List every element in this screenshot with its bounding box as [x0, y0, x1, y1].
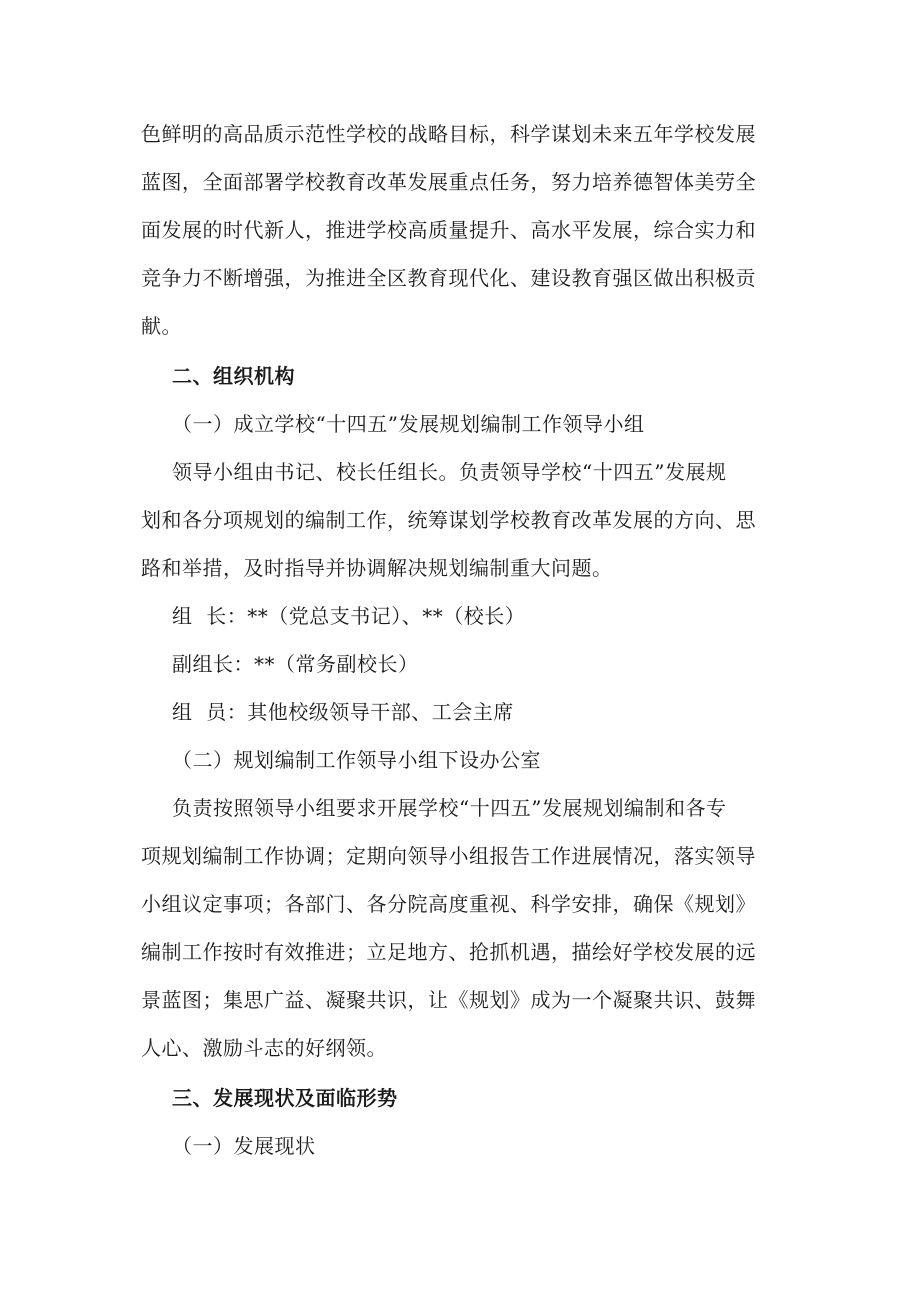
paragraph-line: 面发展的时代新人，推进学校高质量提升、高水平发展，综合实力和: [141, 218, 756, 242]
paragraph-line: 蓝图，全面部署学校教育改革发展重点任务，努力培养德智体美劳全: [141, 170, 756, 194]
paragraph-line: 小组议定事项；各部门、各分院高度重视、科学安排，确保《规划》: [141, 892, 756, 916]
section-heading: 二、组织机构: [172, 364, 295, 388]
paragraph-line: 路和举措，及时指导并协调解决规划编制重大问题。: [141, 556, 613, 580]
paragraph-line: 色鲜明的高品质示范性学校的战略目标，科学谋划未来五年学校发展: [141, 122, 756, 146]
member-line-leader: 组 长：**（党总支书记）、**（校长）: [172, 604, 526, 628]
paragraph-line: 献。: [141, 314, 182, 338]
paragraph-line: 项规划编制工作协调；定期向领导小组报告工作进展情况，落实领导: [141, 844, 756, 868]
member-line-members: 组 员：其他校级领导干部、工会主席: [172, 700, 514, 724]
subsection-heading: （一）成立学校“十四五”发展规划编制工作领导小组: [172, 412, 645, 436]
paragraph-line: 划和各分项规划的编制工作，统筹谋划学校教育改革发展的方向、思: [141, 508, 756, 532]
member-line-deputy: 副组长：**（常务副校长）: [172, 652, 419, 676]
paragraph-line: 竞争力不断增强，为推进全区教育现代化、建设教育强区做出积极贡: [141, 266, 756, 290]
paragraph-line: 编制工作按时有效推进；立足地方、抢抓机遇，描绘好学校发展的远: [141, 940, 756, 964]
paragraph-line: 领导小组由书记、校长任组长。负责领导学校“十四五”发展规: [172, 460, 727, 484]
subsection-heading: （二）规划编制工作领导小组下设办公室: [172, 748, 541, 772]
subsection-heading: （一）发展现状: [172, 1134, 316, 1158]
paragraph-line: 景蓝图；集思广益、凝聚共识，让《规划》成为一个凝聚共识、鼓舞: [141, 988, 756, 1012]
section-heading: 三、发展现状及面临形势: [172, 1086, 398, 1110]
paragraph-line: 人心、激励斗志的好纲领。: [141, 1036, 387, 1060]
paragraph-line: 负责按照领导小组要求开展学校“十四五”发展规划编制和各专: [172, 796, 727, 820]
